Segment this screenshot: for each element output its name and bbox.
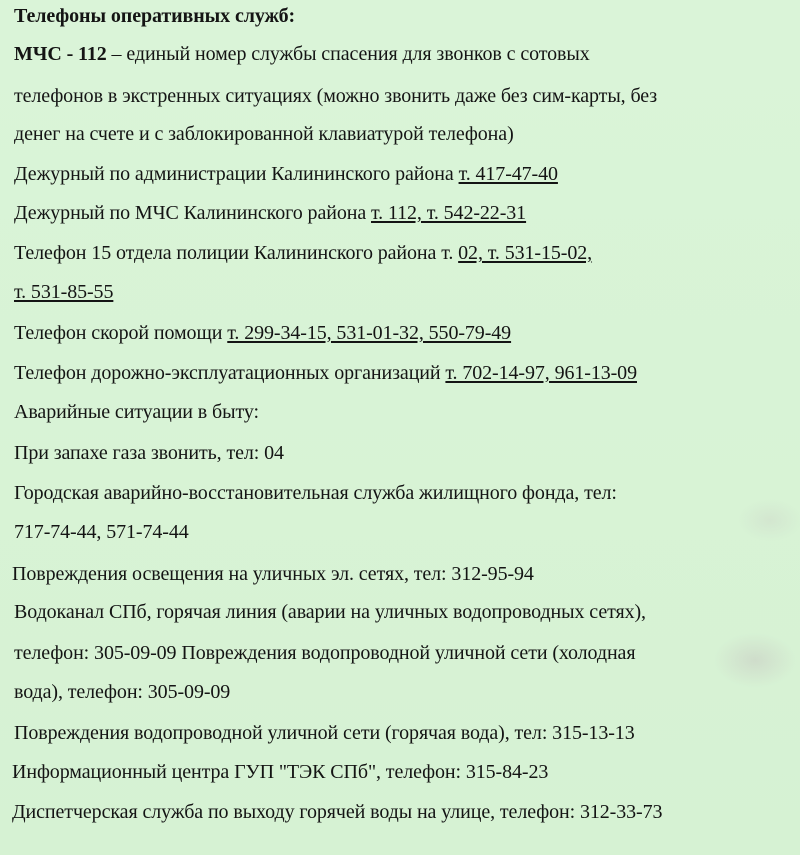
ambulance-phone: т. 299-34-15, 531-01-32, 550-79-49 [227, 322, 512, 344]
vodokanal-line-2: телефон: 305-09-09 Повреждения водопроводной уличной сети (холодная [14, 642, 636, 664]
ambulance-label: Телефон скорой помощи [14, 322, 228, 344]
police-line-1 [14, 241, 592, 265]
ambulance-line [14, 321, 511, 345]
mchs-duty-line [14, 201, 526, 225]
household-title: Аварийные ситуации в быту: [14, 401, 259, 423]
police-phone-2: т. 531-85-55 [14, 281, 114, 303]
mchs-line-3: денег на счете и с заблокированной клавиатурой телефона) [14, 123, 514, 145]
housing-line-1: Городская аварийно-восстановительная служба жилищного фонда, тел: [14, 482, 617, 504]
mchs-duty-label: Дежурный по МЧС Калининского района [14, 202, 372, 224]
mchs-label: МЧС - 112 [14, 43, 107, 65]
lighting-line: Повреждения освещения на уличных эл. сетях, тел: 312-95-94 [12, 563, 534, 585]
road-phone: т. 702-14-97, 961-13-09 [445, 362, 637, 384]
info-center-line: Информационный центра ГУП "ТЭК СПб", телефон: 315-84-23 [12, 761, 549, 783]
police-line-2 [14, 280, 113, 304]
dispatch-line: Диспетчерская служба по выходу горячей воды на улице, телефон: 312-33-73 [12, 801, 663, 823]
hot-water-line: Повреждения водопроводной уличной сети (горячая вода), тел: 315-13-13 [14, 722, 635, 744]
gas-line: При запахе газа звонить, тел: 04 [14, 442, 284, 464]
mchs-line-2: телефонов в экстренных ситуациях (можно звонить даже без сим-карты, без [14, 85, 658, 107]
housing-line-2: 717-74-44, 571-74-44 [14, 521, 189, 543]
admin-duty-label: Дежурный по администрации Калининского района [14, 163, 459, 185]
page-title: Телефоны оперативных служб: [14, 5, 296, 27]
vodokanal-line-1: Водоканал СПб, горячая линия (аварии на уличных водопроводных сетях), [14, 601, 646, 623]
mchs-text-1: – единый номер службы спасения для звонков с сотовых [106, 43, 590, 65]
admin-duty-line [14, 162, 558, 186]
police-label: Телефон 15 отдела полиции Калининского района т. [14, 242, 459, 264]
mchs-line-1 [14, 42, 590, 66]
road-label: Телефон дорожно-эксплуатационных организаций [14, 362, 446, 384]
mchs-duty-phone: т. 112, т. 542-22-31 [371, 202, 527, 224]
road-line [14, 361, 637, 385]
vodokanal-line-3: вода), телефон: 305-09-09 [14, 681, 231, 703]
police-phone-1: 02, т. 531-15-02, [458, 242, 593, 264]
admin-duty-phone: т. 417-47-40 [458, 163, 558, 185]
